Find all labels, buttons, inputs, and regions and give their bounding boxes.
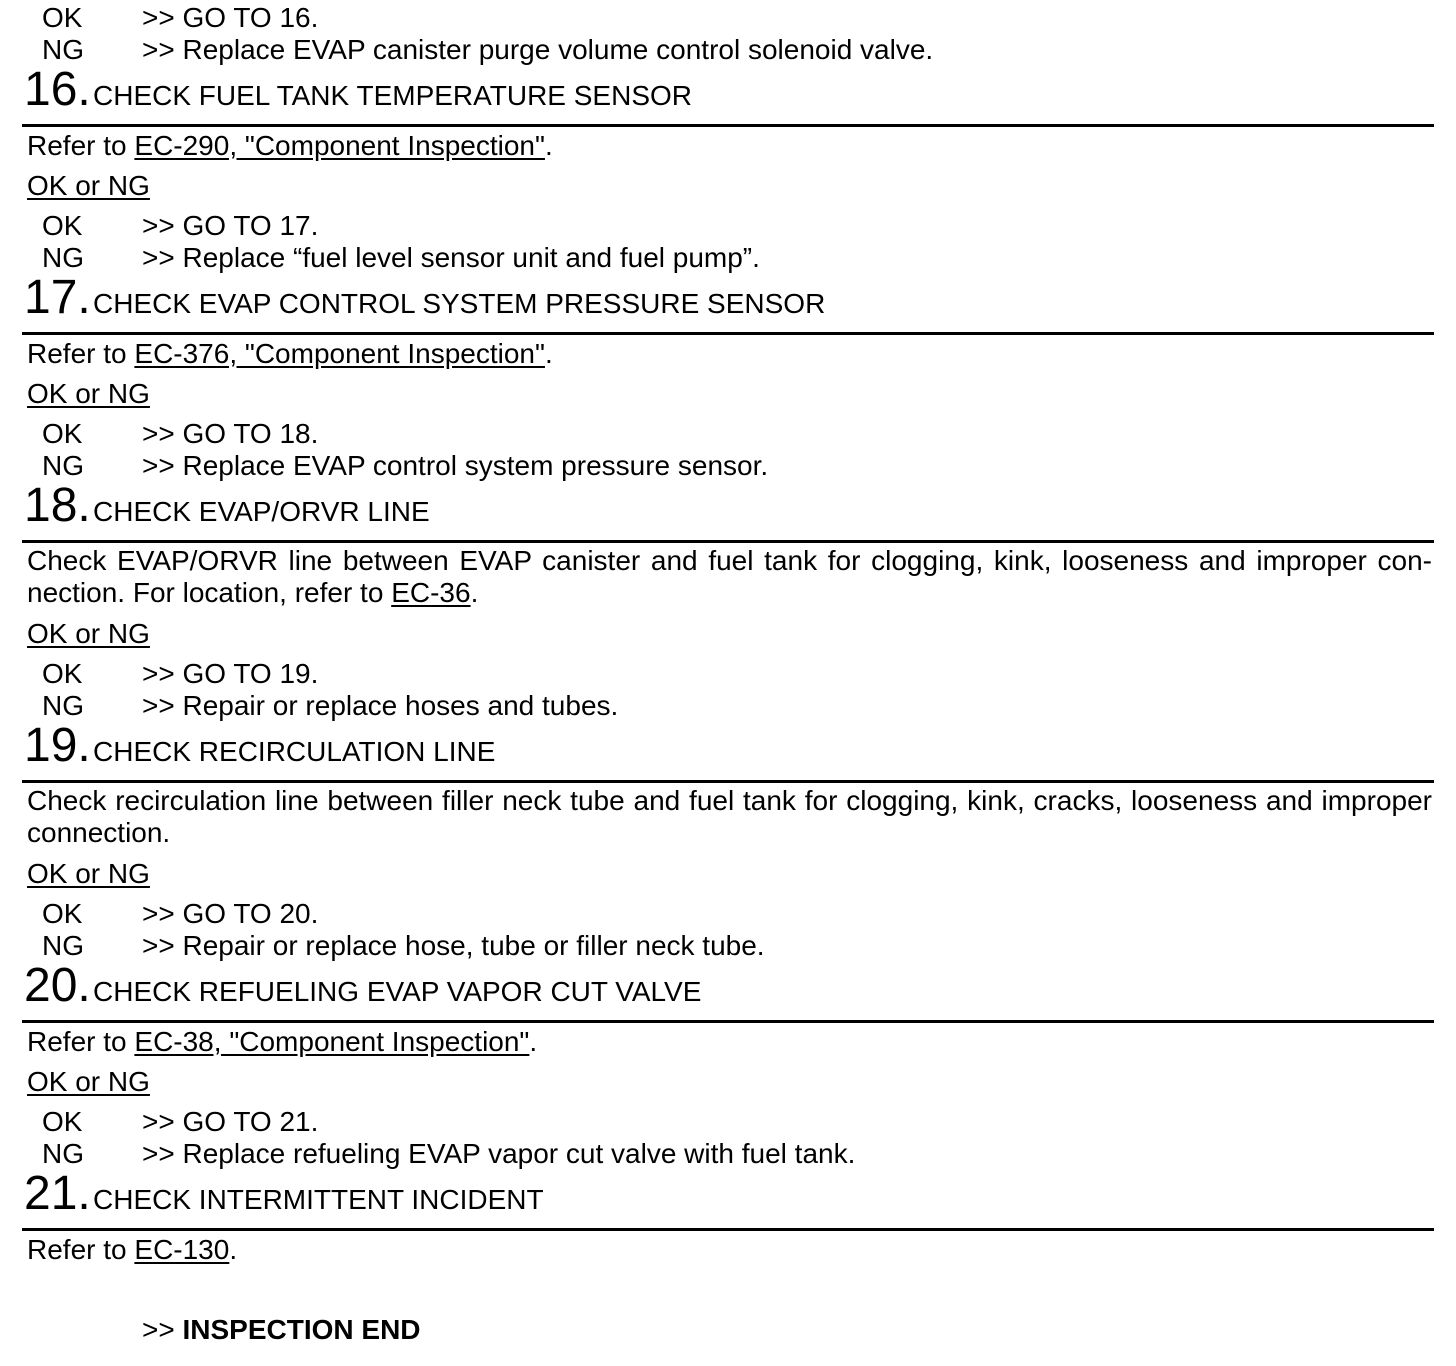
step-divider: [22, 1020, 1434, 1023]
step-number: 17.: [24, 271, 91, 324]
ok-or-ng-heading[interactable]: OK or NG: [27, 170, 150, 201]
reference-link[interactable]: EC-38, "Component Inspection": [134, 1026, 530, 1057]
ok-or-ng-heading[interactable]: OK or NG: [27, 618, 150, 649]
refer-prefix: Refer to: [27, 1026, 135, 1057]
step-title: CHECK RECIRCULATION LINE: [93, 736, 496, 767]
ng-label: NG: [42, 450, 84, 481]
refer-line: Refer to EC-376, "Component Inspection".: [27, 338, 553, 369]
step-divider: [22, 540, 1434, 543]
ok-label: OK: [42, 2, 83, 33]
step-number: 18.: [24, 479, 91, 532]
description-text: Check EVAP/ORVR line between EVAP canister and fuel tank for clogging, kink, looseness and improper con-nection. For location, refer to: [27, 545, 1432, 608]
end-prefix: >>: [142, 1314, 183, 1345]
step-title: CHECK EVAP/ORVR LINE: [93, 496, 430, 527]
reference-link[interactable]: EC-290, "Component Inspection": [134, 130, 545, 161]
ng-label: NG: [42, 1138, 84, 1169]
ok-or-ng-heading[interactable]: OK or NG: [27, 1066, 150, 1097]
ok-label: OK: [42, 658, 83, 689]
ng-result: >> Replace refueling EVAP vapor cut valve with fuel tank.: [142, 1138, 856, 1169]
step-title: CHECK EVAP CONTROL SYSTEM PRESSURE SENSOR: [93, 288, 826, 319]
ok-result: >> GO TO 17.: [142, 210, 319, 241]
refer-prefix: Refer to: [27, 130, 135, 161]
ng-result: >> Replace EVAP control system pressure sensor.: [142, 450, 769, 481]
ok-label: OK: [42, 898, 83, 929]
ng-label: NG: [42, 34, 84, 65]
ok-label: OK: [42, 210, 83, 241]
ok-result: >> GO TO 18.: [142, 418, 319, 449]
reference-link[interactable]: EC-36: [391, 577, 471, 608]
reference-link[interactable]: EC-130: [134, 1234, 230, 1265]
ok-or-ng-heading[interactable]: OK or NG: [27, 858, 150, 889]
refer-line: Refer to EC-290, "Component Inspection".: [27, 130, 553, 161]
step-divider: [22, 1228, 1434, 1231]
ng-result: >> Repair or replace hoses and tubes.: [142, 690, 619, 721]
ng-label: NG: [42, 690, 84, 721]
step-description: Check EVAP/ORVR line between EVAP canister and fuel tank for clogging, kink, looseness and improper con-nection. For location, refer to EC-36.: [27, 545, 1432, 608]
ok-label: OK: [42, 1106, 83, 1137]
ng-label: NG: [42, 242, 84, 273]
inspection-end: [142, 1316, 421, 1344]
step-description: Check recirculation line between filler neck tube and fuel tank for clogging, kink, cracks, looseness and improper connection.: [27, 785, 1432, 848]
ng-label: NG: [42, 930, 84, 961]
ok-result: >> GO TO 21.: [142, 1106, 319, 1137]
step-number: 21.: [24, 1167, 91, 1220]
refer-line: Refer to EC-38, "Component Inspection".: [27, 1026, 538, 1057]
ng-result: >> Replace EVAP canister purge volume control solenoid valve.: [142, 34, 934, 65]
step-title: CHECK INTERMITTENT INCIDENT: [93, 1184, 544, 1215]
ok-or-ng-heading[interactable]: OK or NG: [27, 378, 150, 409]
step-number: 20.: [24, 959, 91, 1012]
refer-prefix: Refer to: [27, 338, 135, 369]
step-title: CHECK REFUELING EVAP VAPOR CUT VALVE: [93, 976, 702, 1007]
end-label: INSPECTION END: [182, 1314, 421, 1345]
ng-result: >> Repair or replace hose, tube or filler neck tube.: [142, 930, 765, 961]
ok-result: >> GO TO 16.: [142, 2, 319, 33]
ng-result: >> Replace “fuel level sensor unit and fuel pump”.: [142, 242, 760, 273]
refer-prefix: Refer to: [27, 1234, 135, 1265]
reference-link[interactable]: EC-376, "Component Inspection": [134, 338, 545, 369]
ok-result: >> GO TO 19.: [142, 658, 319, 689]
step-divider: [22, 780, 1434, 783]
step-divider: [22, 124, 1434, 127]
ok-label: OK: [42, 418, 83, 449]
step-number: 19.: [24, 719, 91, 772]
step-title: CHECK FUEL TANK TEMPERATURE SENSOR: [93, 80, 692, 111]
step-divider: [22, 332, 1434, 335]
step-number: 16.: [24, 63, 91, 116]
refer-line: Refer to EC-130.: [27, 1234, 238, 1265]
ok-result: >> GO TO 20.: [142, 898, 319, 929]
